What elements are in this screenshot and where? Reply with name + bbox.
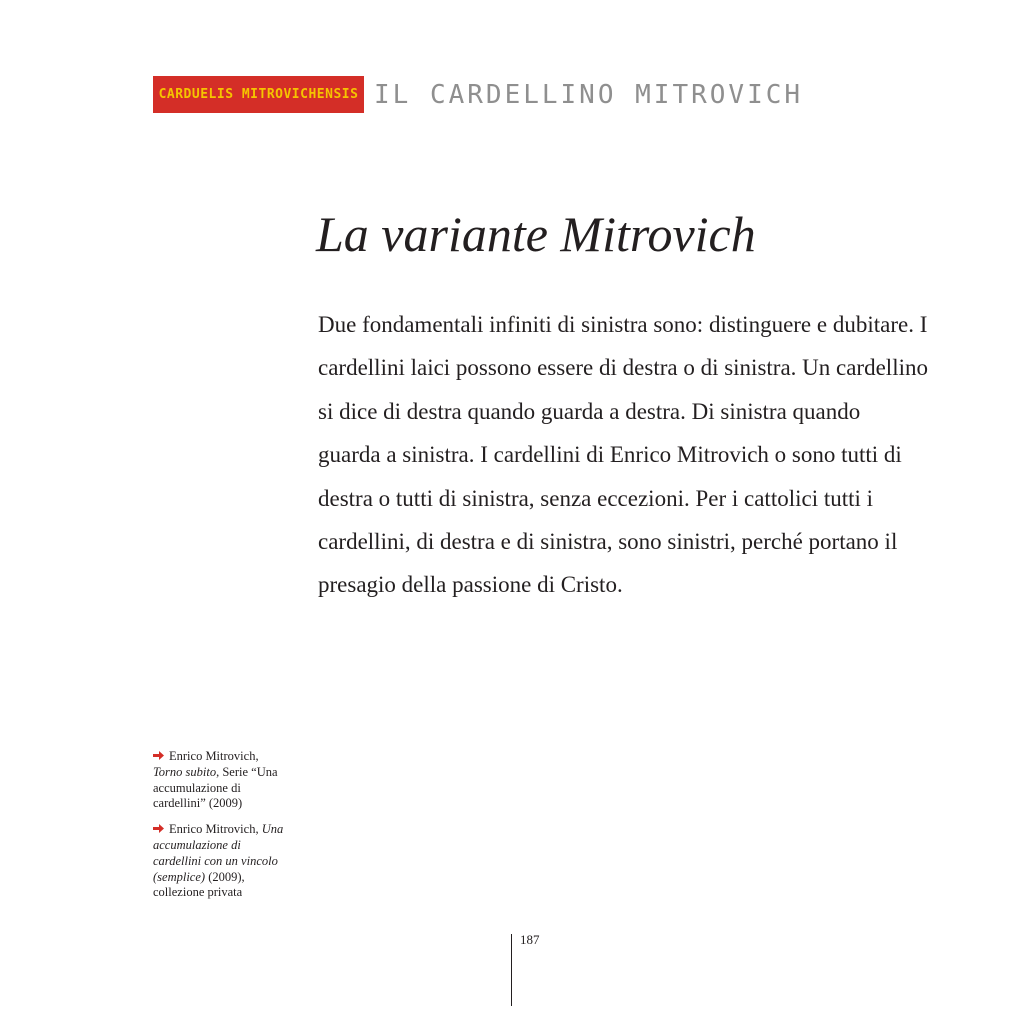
caption-author: Enrico Mitrovich, xyxy=(169,749,259,763)
captions xyxy=(153,749,285,911)
arrow-right-icon xyxy=(153,751,164,760)
caption-1 xyxy=(153,749,285,812)
folio-rule xyxy=(511,934,512,1006)
body-paragraph: Due fondamentali infiniti di sinistra sono: distinguere e dubitare. I cardellini laici possono essere di destra o di sinistra. Un cardellino si dice di destra quando guarda a destra. Di sinistra quando guarda a sinistra. I cardellini di Enrico Mitrovich o sono tutti di destra o tutti di sinistra, senza eccezioni. Per i cattolici tutti i cardellini, di destra e di sinistra, sono sinistri, perché portano il presagio della passione di Cristo. xyxy=(318,312,928,598)
page-title: La variante Mitrovich xyxy=(316,206,756,262)
header-title: IL CARDELLINO MITROVICH xyxy=(374,79,804,110)
caption-details: (2009), collezione privata xyxy=(153,869,245,900)
caption-author: Enrico Mitrovich, xyxy=(169,822,259,837)
caption-work-title: Torno subito xyxy=(153,764,217,779)
header-tag: CARDUELIS MITROVICHENSIS xyxy=(153,76,364,113)
caption-2 xyxy=(153,822,285,901)
page-number: 187 xyxy=(520,932,540,947)
running-header xyxy=(153,76,803,113)
caption-work-title: Una accumulazione di cardellini con un vincolo (semplice) xyxy=(153,822,284,884)
arrow-right-icon xyxy=(153,824,164,833)
caption-details: , Serie “Una accumulazione di cardellini” (2009) xyxy=(153,764,278,811)
